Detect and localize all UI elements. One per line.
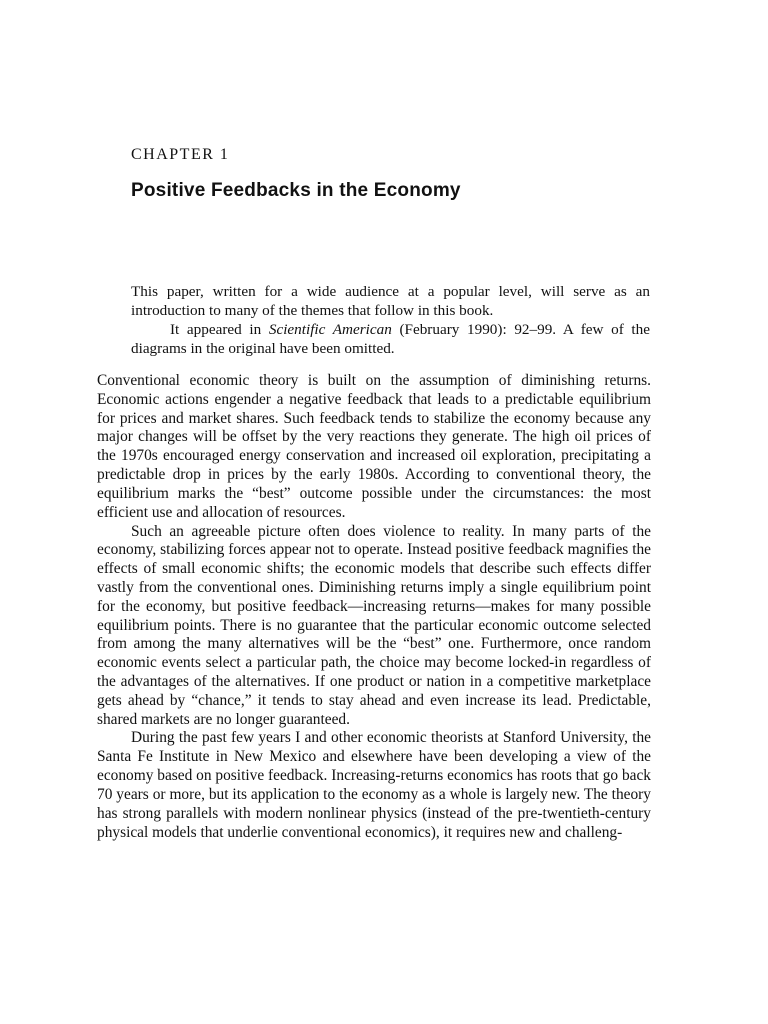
body-paragraph-1: Conventional economic theory is built on the assumption of diminishing returns. Economic actions engender a negative feedback that leads to a predictable equilibrium for prices and market shares. Such feedback tends to stabilize the economy because any major changes will be offset by the very reactions they generate. The high oil prices of the 1970s encouraged energy conservation and increased oil exploration, precipitating a predictable drop in prices by the early 1980s. According to conventional theory, the equilibrium marks the “best” outcome possible under the circumstances: the most efficient use and allocation of resources. <box>97 372 651 521</box>
chapter-intro-note <box>131 282 650 358</box>
journal-name: Scientific American <box>268 321 392 338</box>
body-paragraph-3: During the past few years I and other economic theorists at Stanford University, the Santa Fe Institute in New Mexico and elsewhere have been developing a view of the economy based on positive feedback. Increasing-returns economics has roots that go back 70 years or more, but its application to the economy as a whole is largely new. The theory has strong parallels with modern nonlinear physics (instead of the pre-twentieth-century physical models that underlie conventional economics), it requires new and challeng- <box>97 729 651 841</box>
intro-paragraph-1: This paper, written for a wide audience at a popular level, will serve as an introduction to many of the themes that follow in this book. <box>131 283 650 319</box>
body-paragraph-2: Such an agreeable picture often does violence to reality. In many parts of the economy, stabilizing forces appear not to operate. Instead positive feedback magnifies the effects of small economic shifts; the economic models that describe such effects differ vastly from the conventional ones. Diminishing returns imply a single equilibrium point for the economy, but positive feedback—increasing returns—makes for many possible equilibrium points. There is no guarantee that the particular economic outcome selected from among the many alternatives will be the “best” one. Furthermore, once random economic events select a particular path, the choice may become locked-in regardless of the advantages of the alternatives. If one product or nation in a competitive marketplace gets ahead by “chance,” it tends to stay ahead and even increase its lead. Predictable, shared markets are no longer guaranteed. <box>97 522 651 728</box>
chapter-body <box>97 372 651 842</box>
intro-paragraph-2-lead: It appeared in <box>170 321 269 338</box>
intro-paragraph-2-rest: (February 1990): 92–99. A few of the diagrams in the original have been omitted. <box>131 321 650 357</box>
chapter-title: Positive Feedbacks in the Economy <box>131 180 461 201</box>
intro-paragraph-2 <box>131 320 650 358</box>
chapter-label: CHAPTER 1 <box>131 146 230 163</box>
